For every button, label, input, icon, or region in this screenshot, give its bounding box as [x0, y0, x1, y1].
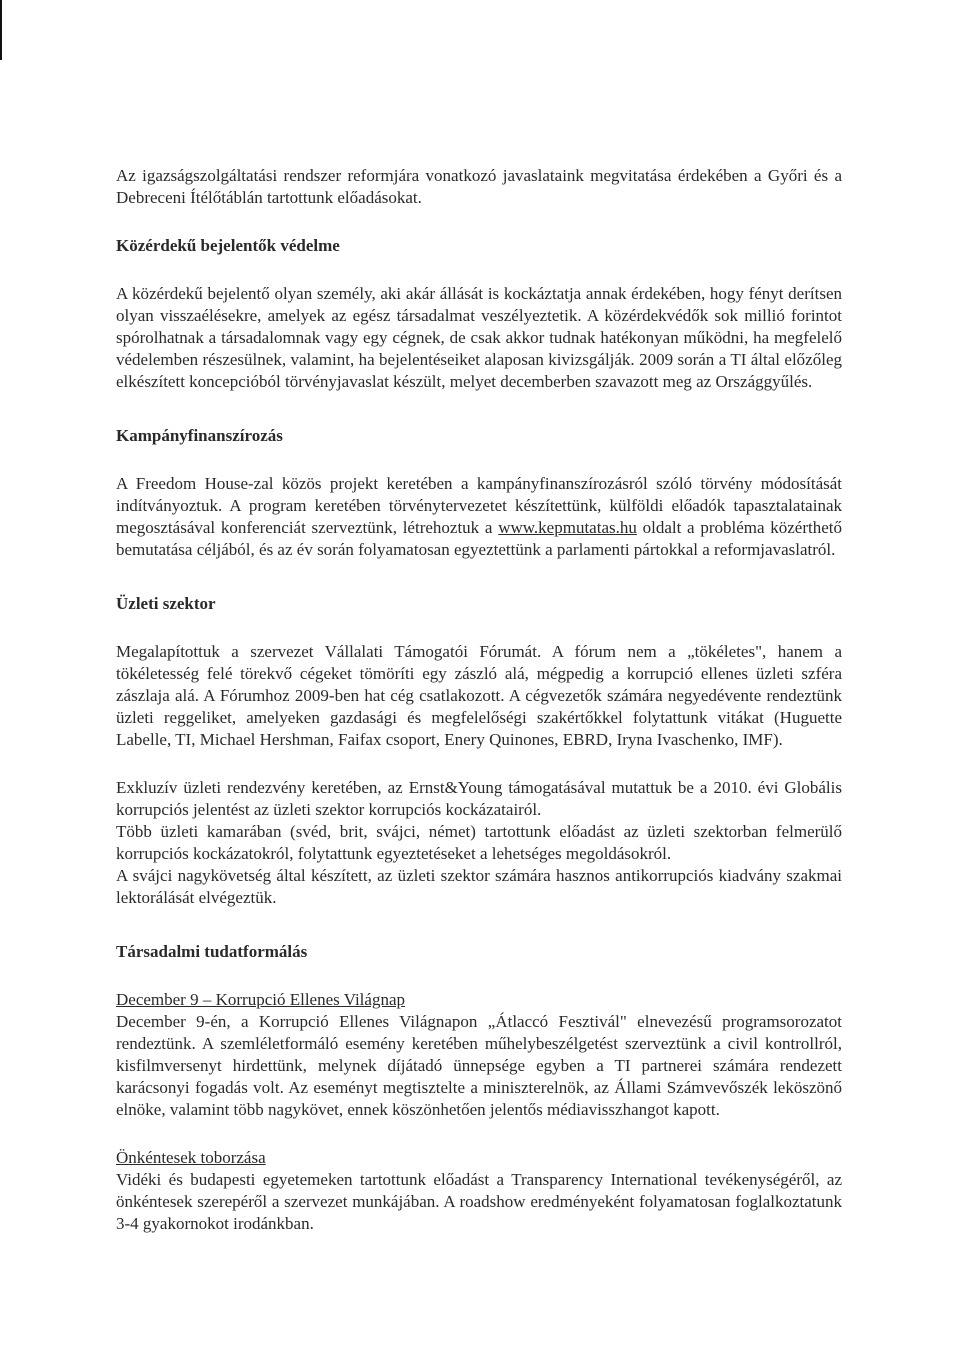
- intro-paragraph: Az igazságszolgáltatási rendszer reformjára vonatkozó javaslataink megvitatása érdekében a Győri és a Debreceni Ítélőtáblán tartottunk előadásokat.: [116, 166, 842, 207]
- campaign-text-after-link: oldalt a probléma közérthető bemutatása céljából, és az év során folyamatosan egyeztettünk a parlamenti pártokkal a reformjavaslatról.: [116, 518, 842, 559]
- volunteer-paragraph: Vidéki és budapesti egyetemeken tartottunk előadást a Transparency International tevékenységéről, az önkéntesek szerepéről a szervezet munkájában. A roadshow eredményeként folyamatosan foglalkoztatunk 3-4 gyakornokot irodánkban.: [116, 1170, 842, 1233]
- subheading-anticorruption-day: December 9 – Korrupció Ellenes Világnap: [116, 990, 405, 1009]
- business-forum-paragraph: Megalapítottuk a szervezet Vállalati Támogatói Fórumát. A fórum nem a „tökéletes", hanem a tökéletesség felé törekvő cégeket tömöríti egy zászló alá, mégpedig a korrupció ellenes üzleti szféra zászlaja alá. A Fórumhoz 2009-ben hat cég csatlakozott. A cégvezetők számára negyedévente rendeztünk üzleti reggeliket, amelyeken gazdasági és megfelelőségi szakértőkkel folytattunk vitákat (Huguette Labelle, TI, Michael Hershman, Faifax csoport, Enery Quinones, EBRD, Iryna Ivaschenko, IMF).: [116, 642, 842, 749]
- whistleblower-paragraph: A közérdekű bejelentő olyan személy, aki akár állását is kockáztatja annak érdekében, hogy fényt derítsen olyan visszaélésekre, amelyek az egész társadalmat veszélyeztetik. A közérdekvédők sok millió forintot spórolhatnak a társadalomnak vagy egy cégnek, de csak akkor tudnak hatékonyan működni, ha megfelelő védelemben részesülnek, valamint, ha bejelentéseiket alaposan kivizsgálják. 2009 során a TI által előzőleg elkészített koncepcióból törvényjavaslat készült, melyet decemberben szavazott meg az Országgyűlés.: [116, 284, 842, 391]
- campaign-text-before-link: A Freedom House-zal közös projekt keretében a kampányfinanszírozásról szóló törvény módosítását indítványoztuk. A program keretében törvénytervezetet készítettünk, külföldi előadók tapasztalatainak megosztásával konferenciát szerveztünk, létrehoztuk a: [116, 474, 842, 537]
- heading-business-sector: Üzleti szektor: [116, 594, 216, 613]
- subheading-volunteer-recruitment: Önkéntesek toborzása: [116, 1148, 266, 1167]
- scan-edge-mark: [0, 0, 2, 60]
- document-page: [116, 165, 842, 1235]
- heading-social-awareness: Társadalmi tudatformálás: [116, 942, 308, 961]
- business-chambers-paragraph: Több üzleti kamarában (svéd, brit, svájci, német) tartottunk előadást az üzleti szektorban felmerülő korrupciós kockázatokról, folytattunk egyeztetéseket a lehetséges megoldásokról.: [116, 822, 842, 863]
- campaign-financing-paragraph: [116, 473, 842, 561]
- anticorruption-day-paragraph: December 9-én, a Korrupció Ellenes Világnapon „Átlaccó Fesztivál" elnevezésű programsorozatot rendeztünk. A szemléletformáló esemény keretében műhelybeszélgetést szerveztünk a civil kontrollról, kisfilmversenyt hirdettünk, melynek díjátadó ünnepsége egyben a TI partnerei számára rendezett karácsonyi fogadás volt. Az eseményt megtisztelte a miniszterelnök, az Állami Számvevőszék leköszönő elnöke, valamint több nagykövet, ennek köszönhetően jelentős médiavisszhangot kapott.: [116, 1012, 842, 1119]
- business-event-paragraph: Exkluzív üzleti rendezvény keretében, az Ernst&Young támogatásával mutattuk be a 2010. évi Globális korrupciós jelentést az üzleti szektor korrupciós kockázatairól.: [116, 778, 842, 819]
- heading-whistleblower-protection: Közérdekű bejelentők védelme: [116, 236, 340, 255]
- kepmutatas-link[interactable]: www.kepmutatas.hu: [498, 518, 637, 537]
- business-publication-paragraph: A svájci nagykövetség által készített, az üzleti szektor számára hasznos antikorrupciós kiadvány szakmai lektorálását elvégeztük.: [116, 866, 842, 907]
- heading-campaign-financing: Kampányfinanszírozás: [116, 426, 283, 445]
